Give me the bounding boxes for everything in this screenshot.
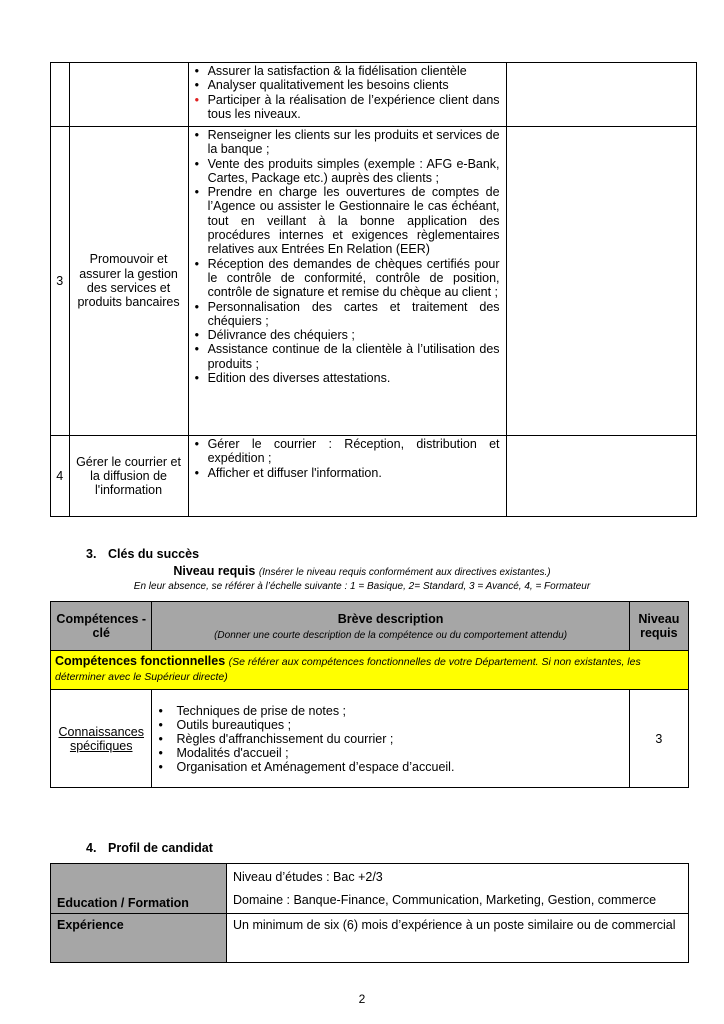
activities-list <box>191 128 500 385</box>
list-item: • Afficher et diffuser l'information. <box>191 466 500 480</box>
list-item: • Vente des produits simples (exemple : AFG e-Bank, Cartes, Package etc.) auprès des clients ; <box>191 157 500 186</box>
empty-cell <box>506 127 696 436</box>
list-item: • Edition des diverses attestations. <box>191 371 500 385</box>
experience-value: Un minimum de six (6) mois d’expérience à un poste similaire ou de commercial <box>227 914 689 963</box>
list-item: • Organisation et Aménagement d’espace d’accueil. <box>152 760 628 774</box>
responsibilities-table <box>50 62 697 517</box>
empty-cell <box>506 63 696 127</box>
section-number: 4. <box>86 841 97 855</box>
row-number <box>51 63 70 127</box>
section-4-heading <box>86 841 213 855</box>
section-title: Clés du succès <box>108 547 200 561</box>
table-row <box>51 914 689 963</box>
list-item: • Techniques de prise de notes ; <box>152 704 628 718</box>
competence-name: Connaissances spécifiques <box>51 690 152 788</box>
table-row <box>51 690 689 788</box>
list-item: • Renseigner les clients sur les produits et services de la banque ; <box>191 128 500 157</box>
table-header-row <box>51 602 689 651</box>
candidate-profile-table <box>50 863 689 963</box>
section-3-heading <box>86 547 199 561</box>
list-item: • Réception des demandes de chèques certifiés pour le contrôle de conformité, contrôle de position, contrôle de signature et remise du chèque au client ; <box>191 257 500 300</box>
functional-note: (Se référer aux compétences fonctionnelles de votre Département. Si non existantes, les déterminer avec le Supérieur directe) <box>55 656 641 683</box>
niveau-note: (Insérer le niveau requis conformément aux directives existantes.) <box>258 567 551 578</box>
list-item: • Assistance continue de la clientèle à l’utilisation des produits ; <box>191 342 500 371</box>
competence-items-cell <box>152 690 629 788</box>
education-level: Niveau d’études : Bac +2/3 <box>233 870 383 884</box>
row-title <box>69 63 188 127</box>
education-label: Education / Formation <box>51 864 227 914</box>
header-description-title: Brève description <box>337 611 444 626</box>
scale-note: En leur absence, se référer à l’échelle suivante : 1 = Basique, 2= Standard, 3 = Avancé, 4, = Formateur <box>133 581 591 592</box>
list-item: • Assurer la satisfaction & la fidélisation clientèle <box>191 64 500 78</box>
functional-title: Compétences fonctionnelles <box>55 654 226 668</box>
functional-competences-cell <box>51 651 689 690</box>
section-number: 3. <box>86 547 97 561</box>
competence-level: 3 <box>629 690 688 788</box>
education-domain: Domaine : Banque-Finance, Communication, Marketing, Gestion, commerce <box>233 893 657 907</box>
activities-list <box>191 64 500 121</box>
niveau-requis-line <box>0 564 724 578</box>
table-row <box>51 864 689 914</box>
competence-items-list <box>152 704 628 774</box>
list-item: • Analyser qualitativement les besoins clients <box>191 78 500 92</box>
list-item: • Participer à la réalisation de l’expérience client dans tous les niveaux. <box>191 93 500 122</box>
list-item: • Prendre en charge les ouvertures de comptes de l’Agence ou assister le Gestionnaire le cas échéant, tout en veillant à la bonne application des procédures internes et exigences règlementaires relatives aux Entrées En Relation (EER) <box>191 185 500 256</box>
row-title: Gérer le courrier et la diffusion de l'information <box>69 436 188 517</box>
header-niveau: Niveau requis <box>629 602 688 651</box>
header-description-sub: (Donner une courte description de la compétence ou du comportement attendu) <box>214 629 568 641</box>
functional-competences-row <box>51 651 689 690</box>
competences-table <box>50 601 689 788</box>
row-number: 4 <box>51 436 70 517</box>
row-title: Promouvoir et assurer la gestion des services et produits bancaires <box>69 127 188 436</box>
activities-cell <box>188 436 506 517</box>
list-item: • Délivrance des chéquiers ; <box>191 328 500 342</box>
table-row <box>51 436 697 517</box>
list-item: • Personnalisation des cartes et traitement des chéquiers ; <box>191 300 500 329</box>
experience-label: Expérience <box>51 914 227 963</box>
table-row <box>51 63 697 127</box>
list-item: • Gérer le courrier : Réception, distribution et expédition ; <box>191 437 500 466</box>
activities-cell <box>188 63 506 127</box>
section-title: Profil de candidat <box>108 841 213 855</box>
table-row <box>51 127 697 436</box>
list-item: • Modalités d'accueil ; <box>152 746 628 760</box>
education-value-cell <box>227 864 689 914</box>
list-item: • Règles d'affranchissement du courrier ; <box>152 732 628 746</box>
row-number: 3 <box>51 127 70 436</box>
niveau-label: Niveau requis <box>173 564 256 578</box>
empty-cell <box>506 436 696 517</box>
list-item: • Outils bureautiques ; <box>152 718 628 732</box>
header-description <box>152 602 629 651</box>
page-number: 2 <box>358 992 366 1006</box>
header-competences: Compétences -clé <box>51 602 152 651</box>
activities-cell <box>188 127 506 436</box>
activities-list <box>191 437 500 480</box>
